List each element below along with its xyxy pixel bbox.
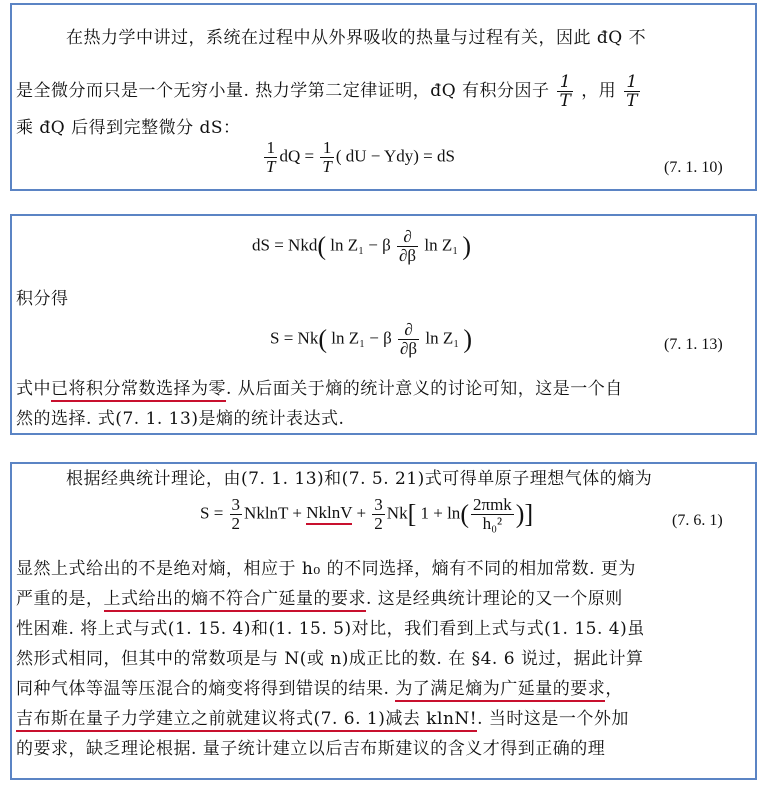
box3-line-1: 根据经典统计理论，由(7. 1. 13)和(7. 5. 21)式可得单原子理想气体的熵为 — [66, 469, 653, 489]
highlight-nklnv: NklnV — [306, 503, 352, 525]
excerpt-box-3 — [10, 462, 757, 780]
highlight-not-extensive: 上式给出的熵不符合广延量的要求 — [104, 589, 367, 612]
box2-line-1: 式中已将积分常数选择为零. 从后面关于熵的统计意义的讨论可知，这是一个自 — [16, 378, 623, 400]
box1-line-2-tail: ，用 — [581, 81, 617, 101]
excerpt-box-2 — [10, 214, 757, 435]
equation-dS: dS = Nkd( ln Z₁ − β $\frac{\partial}{\partial\beta}$ ln Z₁ ) — [252, 227, 472, 265]
equation-7-1-13: S = Nk( ln Z₁ − β $\frac{\partial}{\partial\beta}$ ln Z₁ ) — [270, 320, 473, 358]
integrating-factor-fraction-2: $\frac{1}{T}$ — [626, 72, 638, 111]
integrating-factor-fraction-1: $\frac{1}{T}$ — [559, 72, 572, 111]
equation-number-7-1-10: (7. 1. 10) — [664, 159, 723, 176]
box2-line-2: 然的选择. 式(7. 1. 13)是熵的统计表达式. — [16, 409, 345, 429]
highlight-constant-zero: 已将积分常数选择为零 — [51, 379, 226, 402]
excerpt-box-1 — [10, 3, 757, 191]
equation-number-7-1-13: (7. 1. 13) — [664, 336, 723, 353]
equation-7-6-1: S = $\frac{3}{2}$ NklnT + NklnV + $\frac{3}{2}$ Nk[ 1 + ln( $\frac{\text{2πmk}}{\text{h₀²}}$ )] — [200, 495, 534, 533]
box1-line-2-text: 是全微分而只是一个无穷小量. 热力学第二定律证明，đQ 有积分因子 — [16, 81, 550, 101]
box3-line-2: 显然上式给出的不是绝对熵，相应于 h₀ 的不同选择，熵有不同的相加常数. 更为 — [16, 559, 636, 579]
highlight-satisfy-extensive: 为了满足熵为广延量的要求 — [395, 679, 605, 702]
box3-line-7: 吉布斯在量子力学建立之前就建议将式(7. 6. 1)减去 klnN!. 当时这是一个外加 — [16, 708, 629, 730]
box3-line-5: 然形式相同，但其中的常数项是与 N(或 n)成正比的数. 在 §4. 6 说过，据此计算 — [16, 649, 644, 669]
box3-line-3: 严重的是，上式给出的熵不符合广延量的要求. 这是经典统计理论的又一个原则 — [16, 588, 623, 610]
highlight-gibbs-correction: 吉布斯在量子力学建立之前就建议将式(7. 6. 1)减去 klnN! — [16, 709, 477, 732]
equation-7-1-10: $\frac{1}{T}$ dQ = $\frac{1}{T}$ ( dU − Ydy) = dS — [266, 138, 455, 176]
box3-line-4: 性困难. 将上式与式(1. 15. 4)和(1. 15. 5)对比，我们看到上式与式(1. 15. 4)虽 — [16, 619, 645, 639]
box2-label-integrate: 积分得 — [16, 289, 69, 309]
box3-line-8: 的要求，缺乏理论根据. 量子统计建立以后吉布斯建议的含义才得到正确的理 — [16, 739, 606, 759]
box1-line-1: 在热力学中讲过，系统在过程中从外界吸收的热量与过程有关，因此 đQ 不 — [66, 28, 647, 48]
box3-line-6: 同种气体等温等压混合的熵变将得到错误的结果. 为了满足熵为广延量的要求， — [16, 678, 623, 700]
equation-number-7-6-1: (7. 6. 1) — [672, 512, 723, 529]
box1-line-2 — [16, 73, 642, 110]
box1-line-3: 乘 đQ 后得到完整微分 dS： — [16, 118, 241, 138]
